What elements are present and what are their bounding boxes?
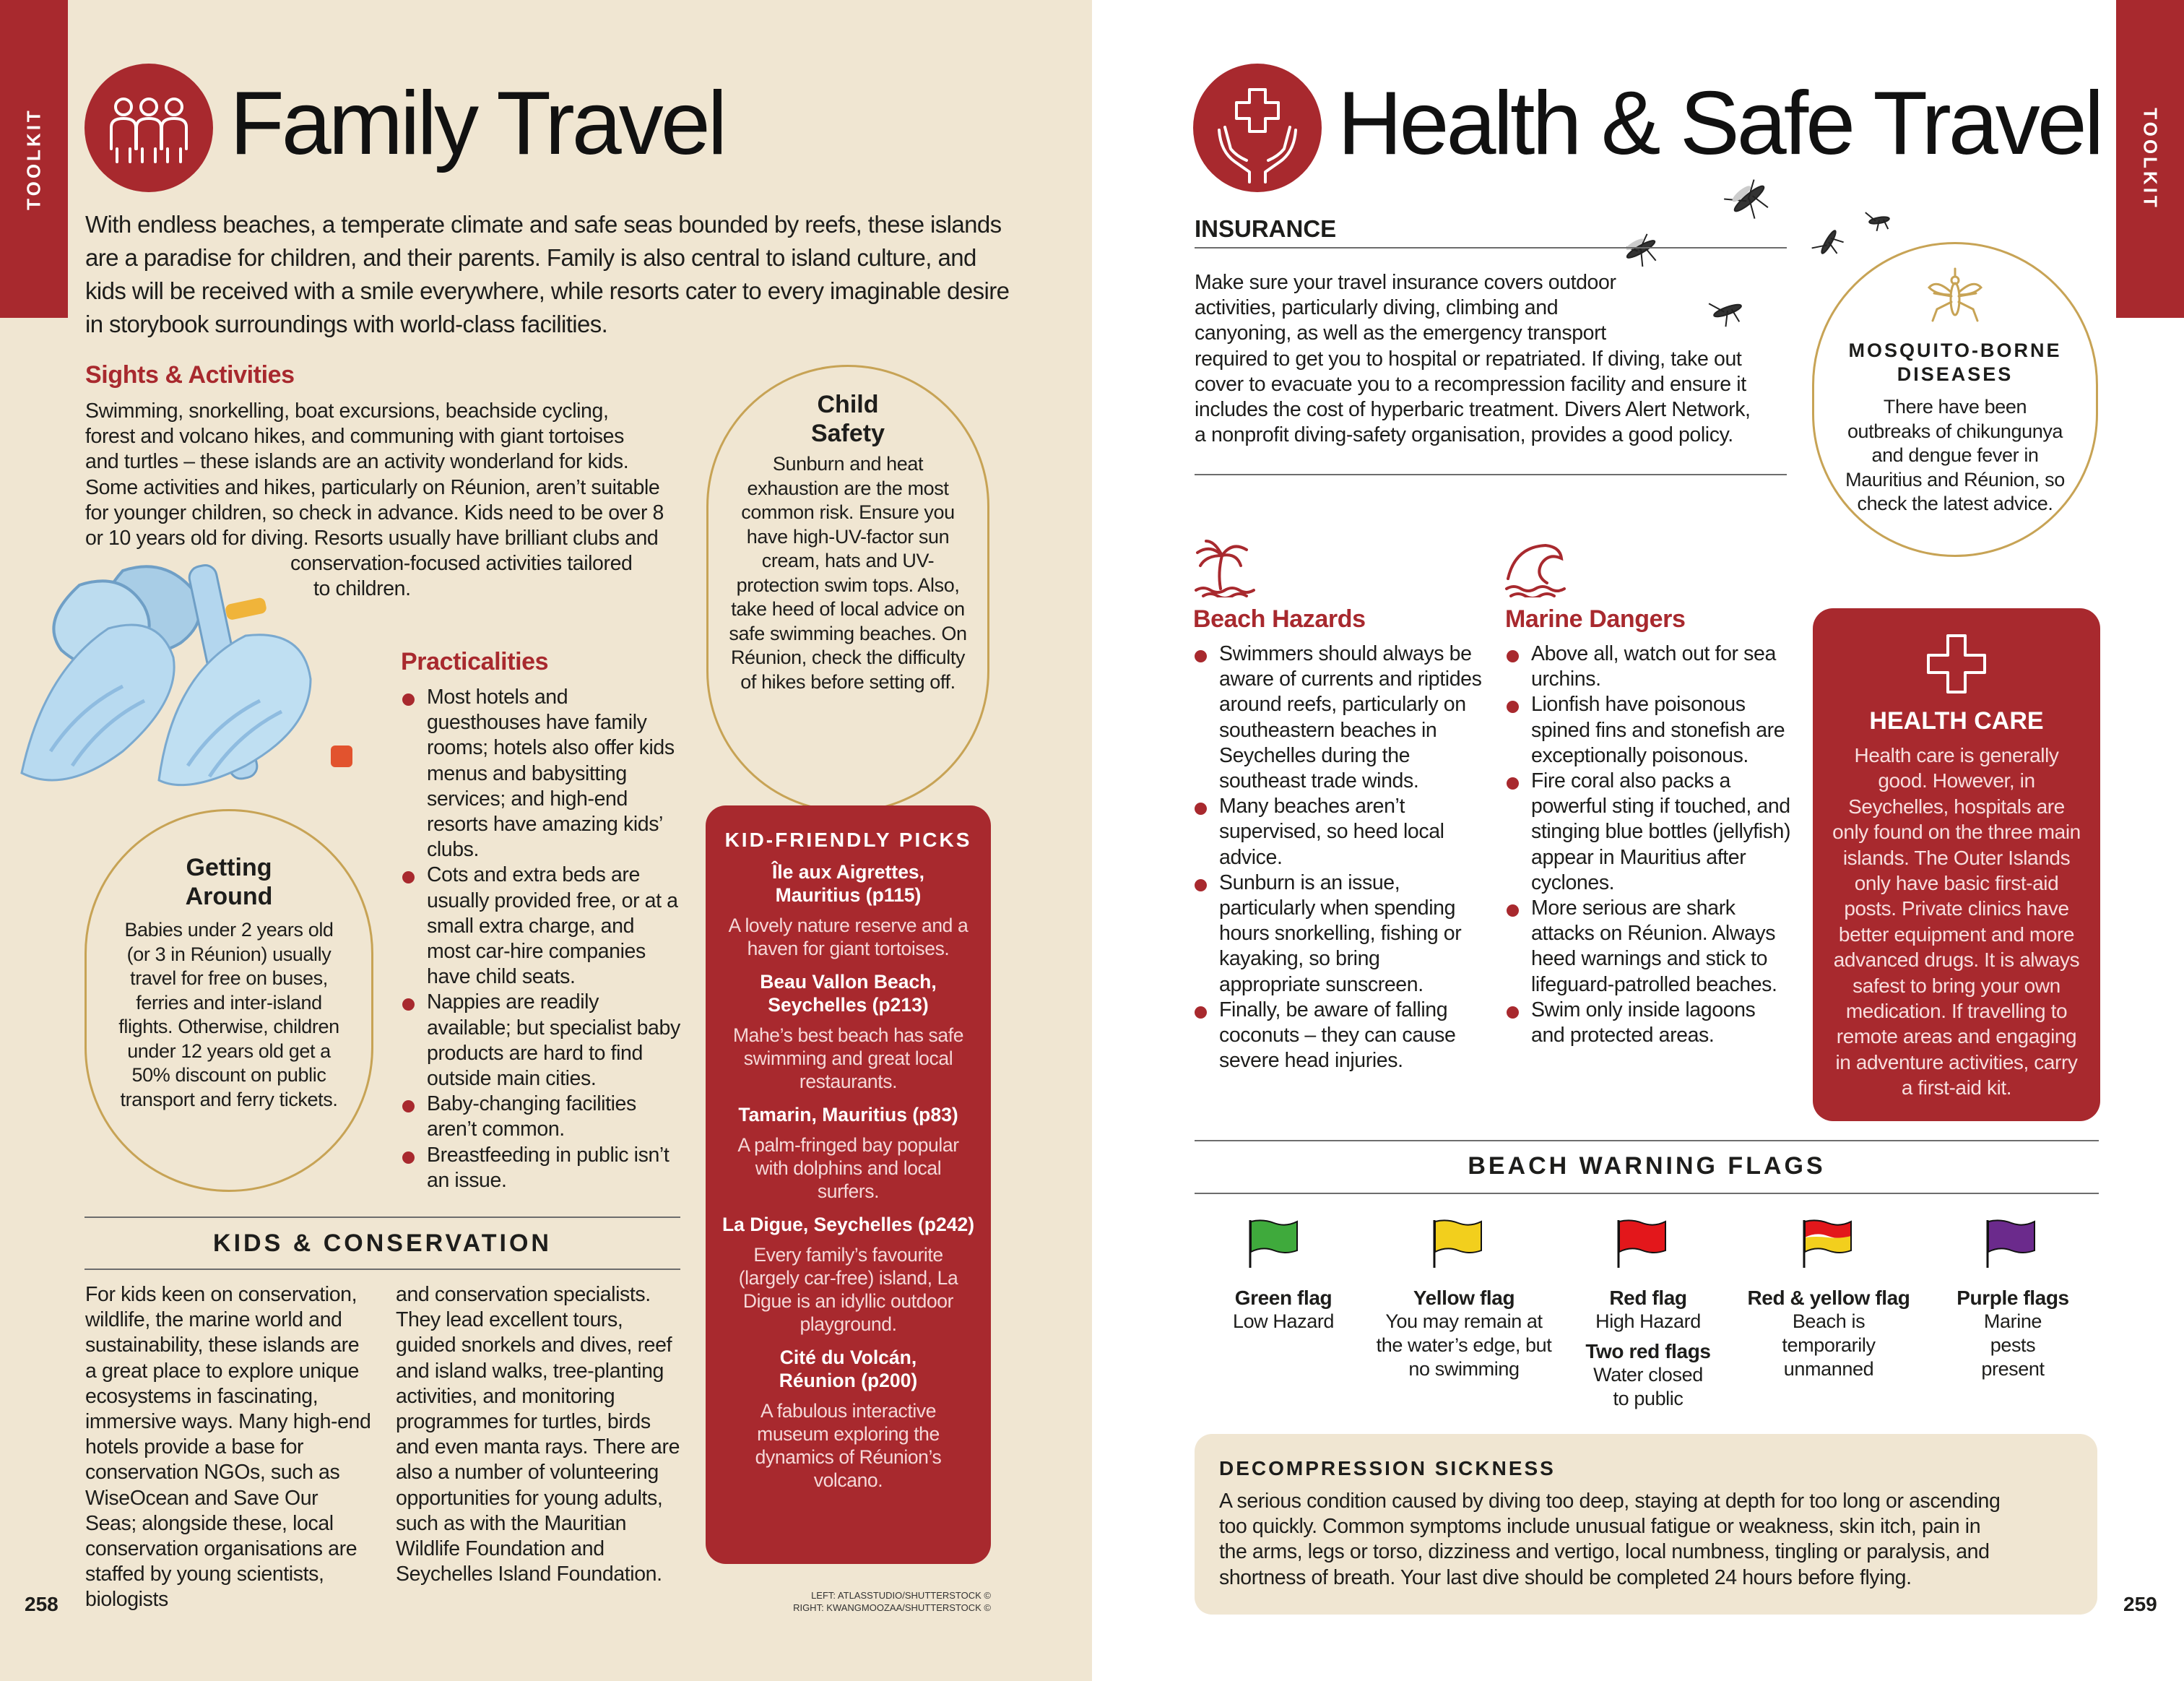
flag-description: You may remain at the water’s edge, but no swimming [1376, 1310, 1552, 1380]
list-item: Swimmers should always be aware of currents and riptides around reefs, particularly on southeastern beaches in Seychelles during the southeast trade winds. [1193, 641, 1482, 794]
sights-line: to children. [313, 577, 411, 601]
list-item: Swim only inside lagoons and protected areas. [1505, 998, 1794, 1048]
snorkel-gear-image [7, 556, 397, 802]
sights-line: Some activities and hikes, particularly on Réunion, aren’t suitable [85, 475, 660, 499]
flag-description: High Hazard [1595, 1310, 1701, 1332]
list-item: Nappies are readily available; but specialist baby products are hard to find outside main cities. [401, 990, 682, 1092]
flag-description: Marine pests present [1981, 1310, 2045, 1380]
page-title: Family Travel [230, 74, 725, 173]
page-number: 258 [25, 1593, 58, 1615]
credit-line: RIGHT: KWANGMOOZAA/SHUTTERSTOCK © [793, 1602, 991, 1613]
green-flag-label [1193, 1286, 1374, 1334]
beach-hazards-heading: Beach Hazards [1193, 605, 1366, 633]
pick-description: Every family’s favourite (largely car-free) island, La Digue is an idyllic outdoor playground. [738, 1244, 958, 1335]
list-item: Sunburn is an issue, particularly when spending hours snorkelling, fishing or kayaking, so bring appropriate sunscreen. [1193, 870, 1482, 998]
pick-description: Mahe’s best beach has safe swimming and great local restaurants. [732, 1024, 964, 1092]
sights-heading: Sights & Activities [85, 361, 295, 389]
yellow-flag-label [1374, 1286, 1554, 1381]
pick-name: Île aux Aigrettes, Mauritius (p115) [771, 861, 925, 906]
getting-around-text: Babies under 2 years old (or 3 in Réunion) usually travel for free on buses, ferries and inter-island flights. Otherwise, children under 12 years old get a 50% discount on public transport and ferry tickets. [118, 919, 339, 1110]
beach-flags-heading: BEACH WARNING FLAGS [1468, 1152, 1826, 1180]
yellow-flag-icon [1431, 1217, 1483, 1273]
mosquito-diseases-box [1812, 242, 2098, 557]
decompression-text [1219, 1489, 2086, 1591]
list-item: Cots and extra beds are usually provided free, or at a small extra charge, and most car-hire companies have child seats. [401, 863, 682, 990]
marine-dangers-heading: Marine Dangers [1505, 605, 1686, 633]
health-care-title: HEALTH CARE [1869, 707, 2044, 735]
insurance-paragraph [1195, 270, 1816, 448]
toolkit-tab [2116, 0, 2184, 318]
credit-line: LEFT: ATLASSTUDIO/SHUTTERSTOCK © [811, 1590, 991, 1601]
flag-name: Purple flags [1956, 1287, 2069, 1309]
red-yellow-flag-label [1738, 1286, 1919, 1381]
photo-credit [650, 1589, 991, 1614]
sights-line: or 10 years old for diving. Resorts usually have brilliant clubs and [85, 527, 659, 550]
pick-name: Beau Vallon Beach, Seychelles (p213) [760, 971, 937, 1016]
sights-line: Swimming, snorkelling, boat excursions, beachside cycling, [85, 399, 609, 423]
getting-around-title: Getting Around [185, 854, 273, 910]
divider [84, 1269, 680, 1270]
green-flag-icon [1247, 1217, 1299, 1273]
red-flag-icon [1616, 1217, 1668, 1273]
list-item: Fire coral also packs a powerful sting if touched, and stinging blue bottles (jellyfish) appear in Mauritius after cyclones. [1505, 769, 1794, 896]
toolkit-tab [0, 0, 68, 318]
family-icon [84, 64, 213, 192]
pick-description: A fabulous interactive museum exploring the dynamics of Réunion’s volcano. [755, 1400, 942, 1491]
list-item: Many beaches aren’t supervised, so heed local advice. [1193, 794, 1482, 870]
kid-picks-heading: KID-FRIENDLY PICKS [724, 829, 972, 851]
pick-name: Cité du Volcán, Réunion (p200) [779, 1347, 918, 1391]
list-item: Above all, watch out for sea urchins. [1505, 641, 1794, 692]
pick-name: Tamarin, Mauritius (p83) [738, 1104, 958, 1125]
marine-dangers-list [1505, 641, 1794, 1048]
mosquito-title: MOSQUITO-BORNE DISEASES [1848, 340, 2062, 385]
getting-around-box [84, 809, 373, 1192]
beach-hazards-list [1193, 641, 1482, 1073]
divider [1195, 247, 1787, 249]
sights-line: and turtles – these islands are an activity wonderland for kids. [85, 450, 629, 474]
toolkit-label: TOOLKIT [2139, 108, 2162, 210]
red-yellow-flag-icon [1801, 1217, 1853, 1273]
insurance-line: a nonprofit diving-safety organisation, provides a good policy. [1195, 423, 1733, 447]
health-care-box [1813, 608, 2100, 1121]
mosquito-text: There have been outbreaks of chikungunya and dengue fever in Mauritius and Réunion, so check the latest advice. [1845, 396, 2065, 514]
insurance-line: cover to evacuate you to a recompression facility and ensure it [1195, 372, 1746, 396]
practicalities-heading: Practicalities [401, 648, 549, 675]
insurance-line: required to get you to hospital or repatriated. If diving, take out [1195, 347, 1742, 371]
insurance-line: Make sure your travel insurance covers outdoor [1195, 271, 1616, 294]
child-safety-box [706, 365, 989, 813]
divider [1195, 1140, 2099, 1141]
intro-paragraph: With endless beaches, a temperate climate and safe seas bounded by reefs, these islands are a paradise for children, and their parents. Family is also central to island culture, and kids will be received with a smile everywhere, while resorts cater to every imaginable desire in storybook surroundings with world-class facilities. [85, 211, 1010, 337]
flag-name: Green flag [1234, 1287, 1332, 1309]
decompression-sickness-box [1195, 1434, 2097, 1615]
sights-line: conservation-focused activities tailored [290, 552, 633, 576]
medical-cross-icon [1829, 631, 2084, 700]
purple-flag-label [1923, 1286, 2103, 1381]
flag-name: Red flag [1609, 1287, 1687, 1309]
insurance-line: canyoning, as well as the emergency transport [1195, 321, 1606, 345]
pick-description: A lovely nature reserve and a haven for giant tortoises. [728, 915, 968, 959]
flag-description: Low Hazard [1232, 1310, 1335, 1332]
kids-conservation-col2: and conservation specialists. They lead excellent tours, guided snorkels and dives, reef and island walks, tree-planting activities, and monitoring programmes for turtles, birds and even manta rays. There are also a number of volunteering opportunities for young adults, such as with the Mauritian Wildlife Foundation and Seychelles Island Foundation. [396, 1283, 680, 1586]
flag-name: Two red flags [1585, 1340, 1711, 1362]
wave-icon [1504, 538, 1569, 601]
kids-conservation-heading: KIDS & CONSERVATION [213, 1230, 552, 1257]
divider [84, 1217, 680, 1218]
mosquito-icon [1834, 266, 2076, 334]
sights-line: for younger children, so check in advance. Kids need to be over 8 [85, 501, 664, 524]
toolkit-label: TOOLKIT [22, 108, 45, 210]
decompression-heading: DECOMPRESSION SICKNESS [1219, 1457, 1556, 1479]
sights-line: forest and volcano hikes, and communing with giant tortoises [85, 425, 624, 449]
list-item: More serious are shark attacks on Réunion. Always heed warnings and stick to lifeguard-patrolled beaches. [1505, 896, 1794, 998]
insurance-heading: INSURANCE [1195, 215, 1337, 242]
divider [1195, 474, 1787, 475]
kids-conservation-col1: For kids keen on conservation, wildlife, the marine world and sustainability, these islands are a great place to explore unique ecosystems in fascinating, immersive ways. Many high-end hotels provide a base for conservation NGOs, such as WiseOcean and Save Our Seas; alongside these, local conservation organisations are staffed by young scientists, biologists [85, 1283, 371, 1612]
insurance-line: includes the cost of hyperbaric treatment. Divers Alert Network, [1195, 398, 1751, 422]
insurance-line: activities, particularly diving, climbing and [1195, 296, 1559, 320]
flag-name: Yellow flag [1413, 1287, 1515, 1309]
decompression-line: A serious condition caused by diving too deep, staying at depth for too long or ascending [1219, 1490, 2001, 1513]
list-item: Most hotels and guesthouses have family rooms; hotels also offer kids menus and babysitting services; and high-end resorts have amazing kids’ clubs. [401, 685, 682, 863]
decompression-line: too quickly. Common symptoms include unusual fatigue or weakness, skin itch, pain in [1219, 1515, 1981, 1539]
list-item: Lionfish have poisonous spined fins and stonefish are exceptionally poisonous. [1505, 692, 1794, 769]
decompression-line: the arms, legs or torso, dizziness and vertigo, local numbness, tingling or paralysis, and [1219, 1540, 1990, 1564]
pick-name: La Digue, Seychelles (p242) [722, 1214, 975, 1235]
decompression-line: shortness of breath. Your last dive should be completed 24 hours before flying. [1219, 1565, 1912, 1589]
list-item: Baby-changing facilities aren’t common. [401, 1092, 682, 1142]
child-safety-title: Child Safety [810, 391, 885, 447]
list-item: Breastfeeding in public isn’t an issue. [401, 1143, 682, 1193]
flag-description: Beach is temporarily unmanned [1782, 1310, 1876, 1380]
flag-name: Red & yellow flag [1747, 1287, 1910, 1309]
divider [1195, 1193, 2099, 1194]
health-care-text: Health care is generally good. However, in Seychelles, hospitals are only found on the three main islands. The Outer Islands only have basic first-aid posts. Private clinics have better equipment and more advanced drugs. It is always safest to bring your own medication. If travelling to remote areas and engaging in adventure activities, carry a first-aid kit. [1832, 744, 2081, 1099]
kid-friendly-picks-box [706, 805, 991, 1564]
purple-flag-icon [1985, 1217, 2037, 1273]
right-page [1092, 0, 2184, 1681]
pick-description: A palm-fringed bay popular with dolphins and local surfers. [737, 1134, 959, 1202]
child-safety-text: Sunburn and heat exhaustion are the most common risk. Ensure you have high-UV-factor sun cream, hats and UV-protection swim tops. Also, take heed of local advice on safe swimming beaches. On Réunion, check the difficulty of hikes before setting off. [729, 453, 967, 693]
flag-description: Water closed to public [1593, 1364, 1703, 1409]
palm-tree-icon [1193, 538, 1258, 601]
health-care-hands-icon [1193, 64, 1322, 192]
page-title: Health & Safe Travel [1338, 74, 2102, 173]
list-item: Finally, be aware of falling coconuts – they can cause severe head injuries. [1193, 998, 1482, 1074]
page-number: 259 [2123, 1593, 2157, 1615]
practicalities-list [401, 685, 682, 1193]
red-flag-label [1558, 1286, 1738, 1411]
